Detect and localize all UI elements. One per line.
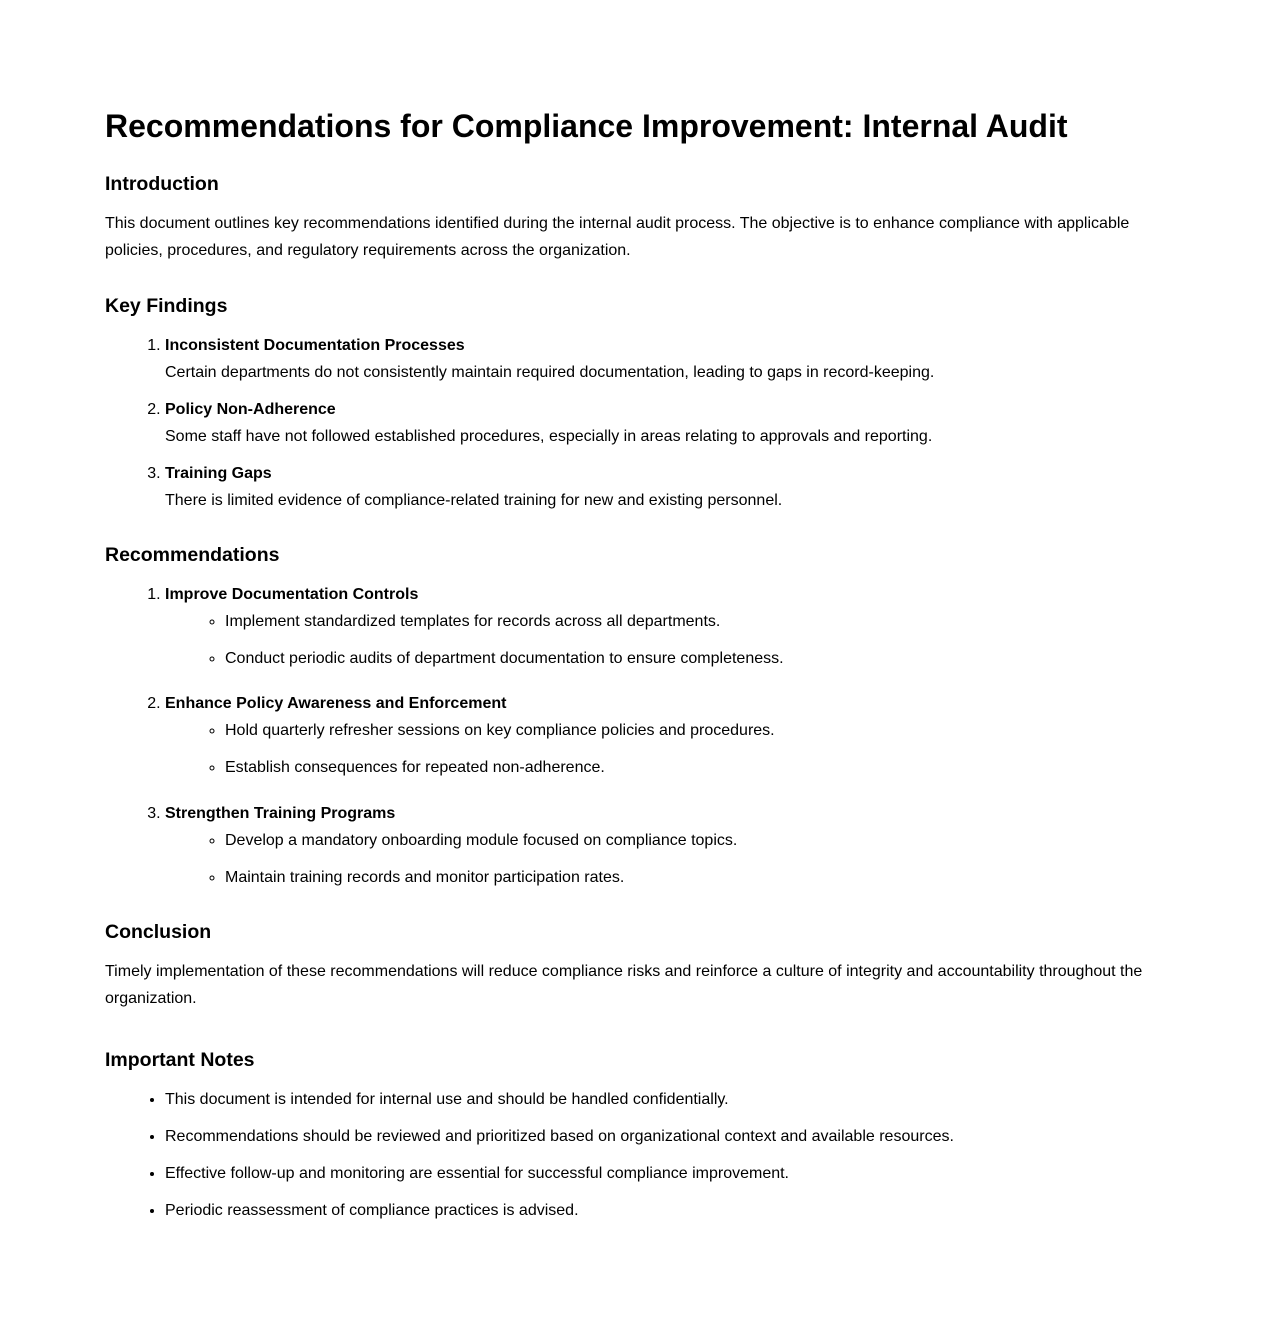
recommendation-point: ◦ Maintain training records and monitor participation rates. (225, 864, 1155, 891)
note-item: • Recommendations should be reviewed and prioritized based on organizational context and available resources. (165, 1123, 1155, 1150)
finding-item (165, 396, 1155, 450)
finding-description: There is limited evidence of compliance-related training for new and existing personnel. (165, 492, 783, 509)
document (105, 100, 1155, 1224)
recommendation-point: ◦ Conduct periodic audits of department documentation to ensure completeness. (225, 645, 1155, 672)
recommendation-point: ◦ Establish consequences for repeated non-adherence. (225, 754, 1155, 781)
conclusion-section (105, 918, 1155, 1012)
recommendation-points (165, 717, 1155, 781)
key-findings-heading: Key Findings (105, 295, 228, 317)
finding-item (165, 332, 1155, 386)
important-notes-section (105, 1046, 1155, 1224)
recommendation-title: 3. Strengthen Training Programs (165, 805, 396, 822)
recommendation-points (165, 608, 1155, 672)
recommendation-title: 1. Improve Documentation Controls (165, 586, 419, 603)
important-notes-list (105, 1086, 1155, 1224)
recommendation-item (165, 690, 1155, 781)
conclusion-heading: Conclusion (105, 921, 212, 943)
note-item: • Effective follow-up and monitoring are essential for successful compliance improvement. (165, 1160, 1155, 1187)
introduction-section (105, 170, 1155, 264)
recommendation-point: ◦ Hold quarterly refresher sessions on key compliance policies and procedures. (225, 717, 1155, 744)
key-findings-section (105, 292, 1155, 514)
recommendation-points (165, 827, 1155, 891)
note-item: • Periodic reassessment of compliance practices is advised. (165, 1197, 1155, 1224)
conclusion-text: Timely implementation of these recommendations will reduce compliance risks and reinforce a culture of integrity and accountability throughout the organization. (105, 963, 1143, 1007)
finding-title: 3. Training Gaps (165, 465, 272, 482)
important-notes-heading: Important Notes (105, 1049, 255, 1071)
recommendation-title: 2. Enhance Policy Awareness and Enforcement (165, 695, 507, 712)
finding-title: 1. Inconsistent Documentation Processes (165, 337, 465, 354)
recommendation-point: ◦ Implement standardized templates for records across all departments. (225, 608, 1155, 635)
recommendations-section (105, 541, 1155, 891)
introduction-text: This document outlines key recommendations identified during the internal audit process. The objective is to enhance compliance with applicable policies, procedures, and regulatory requirements across the organization. (105, 215, 1130, 259)
page-title: Recommendations for Compliance Improvement: Internal Audit (105, 108, 1068, 144)
finding-title: 2. Policy Non-Adherence (165, 401, 336, 418)
introduction-heading: Introduction (105, 173, 219, 195)
finding-description: Some staff have not followed established procedures, especially in areas relating to approvals and reporting. (165, 428, 933, 445)
recommendation-item (165, 800, 1155, 891)
finding-item (165, 460, 1155, 514)
recommendations-list (105, 581, 1155, 891)
recommendation-point: ◦ Develop a mandatory onboarding module focused on compliance topics. (225, 827, 1155, 854)
recommendation-item (165, 581, 1155, 672)
finding-description: Certain departments do not consistently maintain required documentation, leading to gaps in record-keeping. (165, 364, 935, 381)
key-findings-list (105, 332, 1155, 514)
recommendations-heading: Recommendations (105, 544, 280, 566)
note-item: • This document is intended for internal use and should be handled confidentially. (165, 1086, 1155, 1113)
